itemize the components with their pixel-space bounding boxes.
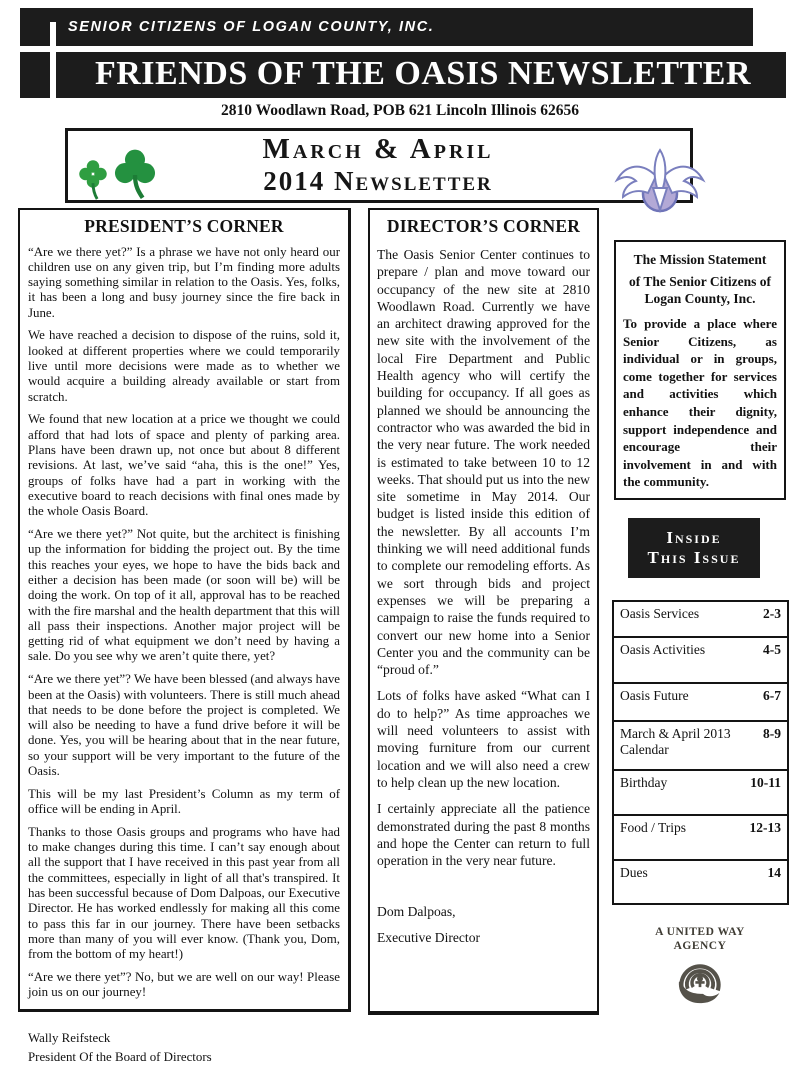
directors-corner-heading: DIRECTOR’S CORNER	[386, 216, 581, 236]
toc-row	[614, 771, 787, 816]
president-paragraph: We have reached a decision to dispose of the ruins, sold it, looked at different properties where we could temporarily live until more decisions were made as to whether we would acquire a building already available or start from scratch.	[28, 328, 340, 404]
issue-month: March & April	[262, 133, 494, 165]
toc-pages: 4-5	[763, 642, 781, 657]
toc-pages: 10-11	[750, 775, 781, 790]
director-paragraph: Lots of folks have asked “What can I do to help?” As time approaches we will need volunteers to assist with moving furniture from our current location and we will also need a crew to help clean up the new location.	[377, 688, 590, 790]
toc-row	[614, 684, 787, 722]
united-way-logo-icon	[673, 956, 727, 1008]
mission-statement-box	[614, 240, 786, 500]
toc-row	[614, 722, 787, 771]
org-name: SENIOR CITIZENS OF LOGAN COUNTY, INC.	[68, 19, 435, 35]
director-paragraph: The Oasis Senior Center continues to prepare / plan and move toward our occupancy of the new site at 2810 Woodlawn Road. Currently we have an architect drawing approved for the new site with the involvement of the local Fire Department and Public Health agency who will certify the building for occupancy. If all goes as planned we should be announcing the contractor who was awarded the bid in the very near future. The work needed is estimated to take between 10 to 12 weeks. That should put us into the new site sometime in May 2014. Our budget is listed inside this edition of the newsletter. By all accounts I’m thinking we will need additional funds to complete our remodeling efforts. As we sort through bids and project expenses we will be preparing a campaign to raise the funds required to convert our new home into a Senior Center you and the community can be “proud of.”	[377, 247, 590, 678]
four-leaf-clover-icon	[78, 157, 108, 201]
director-paragraph: I certainly appreciate all the patience demonstrated during the past 8 months and hope the Center can return to full operation in the very near future.	[377, 801, 590, 869]
newsletter-title-bar	[20, 52, 786, 98]
toc-row	[614, 638, 787, 684]
header-vertical-rule	[50, 22, 56, 106]
issue-banner-text	[128, 133, 628, 197]
newsletter-title: FRIENDS OF THE OASIS NEWSLETTER	[94, 55, 752, 92]
issue-year: 2014 Newsletter	[263, 166, 493, 196]
director-signature-name: Dom Dalpoas,	[377, 904, 456, 920]
president-paragraph: We found that new location at a price we thought we could afford that had lots of space and plenty of parking area. Plans have been drawn up, not once but about 8 different revisions. At last, we’ve said “aha, this is the one!” Yes, groups of folks have had a part in working with the executive board to reach decisions with final ones made by the whole Oasis Board.	[28, 412, 340, 519]
president-paragraph: This will be my last President’s Column as my term of office will be ending in April.	[28, 786, 340, 817]
president-paragraph: “Are we there yet”? We have been blessed (and always have been at the Oasis) with volunteers. There is still much ahead that needs to be done before the project is completed. We will also be needing to have a fund drive before it will be done. Yes, you will be hearing about that in the near future, so your support will be very important to the future of the Oasis.	[28, 672, 340, 778]
president-signature-name: Wally Reifsteck	[28, 1030, 111, 1045]
united-way-line2: AGENCY	[673, 939, 727, 952]
toc-label: Birthday	[620, 775, 668, 790]
toc-pages: 6-7	[763, 688, 781, 703]
toc-label: Dues	[620, 865, 648, 880]
directors-corner-section	[368, 208, 599, 1015]
toc-label: Oasis Services	[620, 606, 700, 621]
issue-banner	[65, 128, 693, 203]
mission-heading-line1: The Mission Statement	[633, 252, 767, 267]
inside-this-issue-title: Inside This Issue	[647, 528, 741, 567]
inside-this-issue-header	[628, 518, 760, 578]
president-paragraph: “Are we there yet”? No, but we are well on our way! Please join us on our journey!	[28, 970, 340, 1000]
presidents-corner-section	[18, 208, 351, 1064]
address-line: 2810 Woodlawn Road, POB 621 Lincoln Illinois 62656	[220, 102, 579, 119]
toc-row	[614, 861, 787, 903]
mission-heading-line2: of The Senior Citizens of Logan County, Inc.	[628, 274, 771, 306]
united-way-block	[620, 926, 780, 1013]
toc-pages: 12-13	[749, 820, 781, 835]
toc-pages: 2-3	[763, 606, 781, 621]
toc-pages: 8-9	[763, 726, 781, 741]
mission-body: To provide a place where Senior Citizens, as individual or in groups, come together for services and activities which enhance their dignity, support independence and encourage their involvement in and with the community.	[623, 316, 777, 490]
toc-label: Oasis Future	[620, 688, 689, 703]
united-way-line1: A UNITED WAY	[655, 926, 745, 938]
presidents-corner-heading: PRESIDENT’S CORNER	[84, 216, 284, 236]
president-paragraph: “Are we there yet?” Not quite, but the architect is finishing up the information for bidding the project out. By the time this reaches your eyes, we hope to have the bids back and either a decision has been made (or soon will be) will be doing the work. On top of it all, approval has to be reached with the fire marshal and the health department that this will all pass their inspections. Another major project will be getting rid of what equipment we don’t need by having a sale. Do you see why we aren’t quite there, yet?	[28, 527, 340, 664]
table-of-contents	[612, 600, 789, 905]
president-signature-title: President Of the Board of Directors	[28, 1049, 212, 1064]
toc-label: March & April 2013 Calendar	[620, 726, 731, 757]
president-paragraph: Thanks to those Oasis groups and programs who have had to make changes during this time. I can’t say enough about all the support that I have received in this past year from all the committees, especially in light of all that's transpired. It has been successful because of Dom Dalpoas, our Executive Director. He has worked endlessly for making all this come to pass this far in our journey. There have been setbacks more than many of you will ever know. (Thank you, Dom, from the bottom of my heart!)	[28, 824, 340, 962]
toc-label: Oasis Activities	[620, 642, 706, 657]
dove-icon	[612, 146, 708, 214]
toc-row	[614, 816, 787, 861]
toc-row	[614, 602, 787, 638]
toc-label: Food / Trips	[620, 820, 687, 835]
director-signature-title: Executive Director	[377, 929, 481, 945]
president-paragraph: “Are we there yet?” Is a phrase we have not only heard our children use on any given trip, but I’m finding more adults saying something similar in relation to the Oasis. Yes, folks, it has been a long and busy journey since the fire back in June.	[28, 244, 340, 320]
org-name-bar	[20, 8, 753, 46]
toc-pages: 14	[767, 865, 781, 880]
